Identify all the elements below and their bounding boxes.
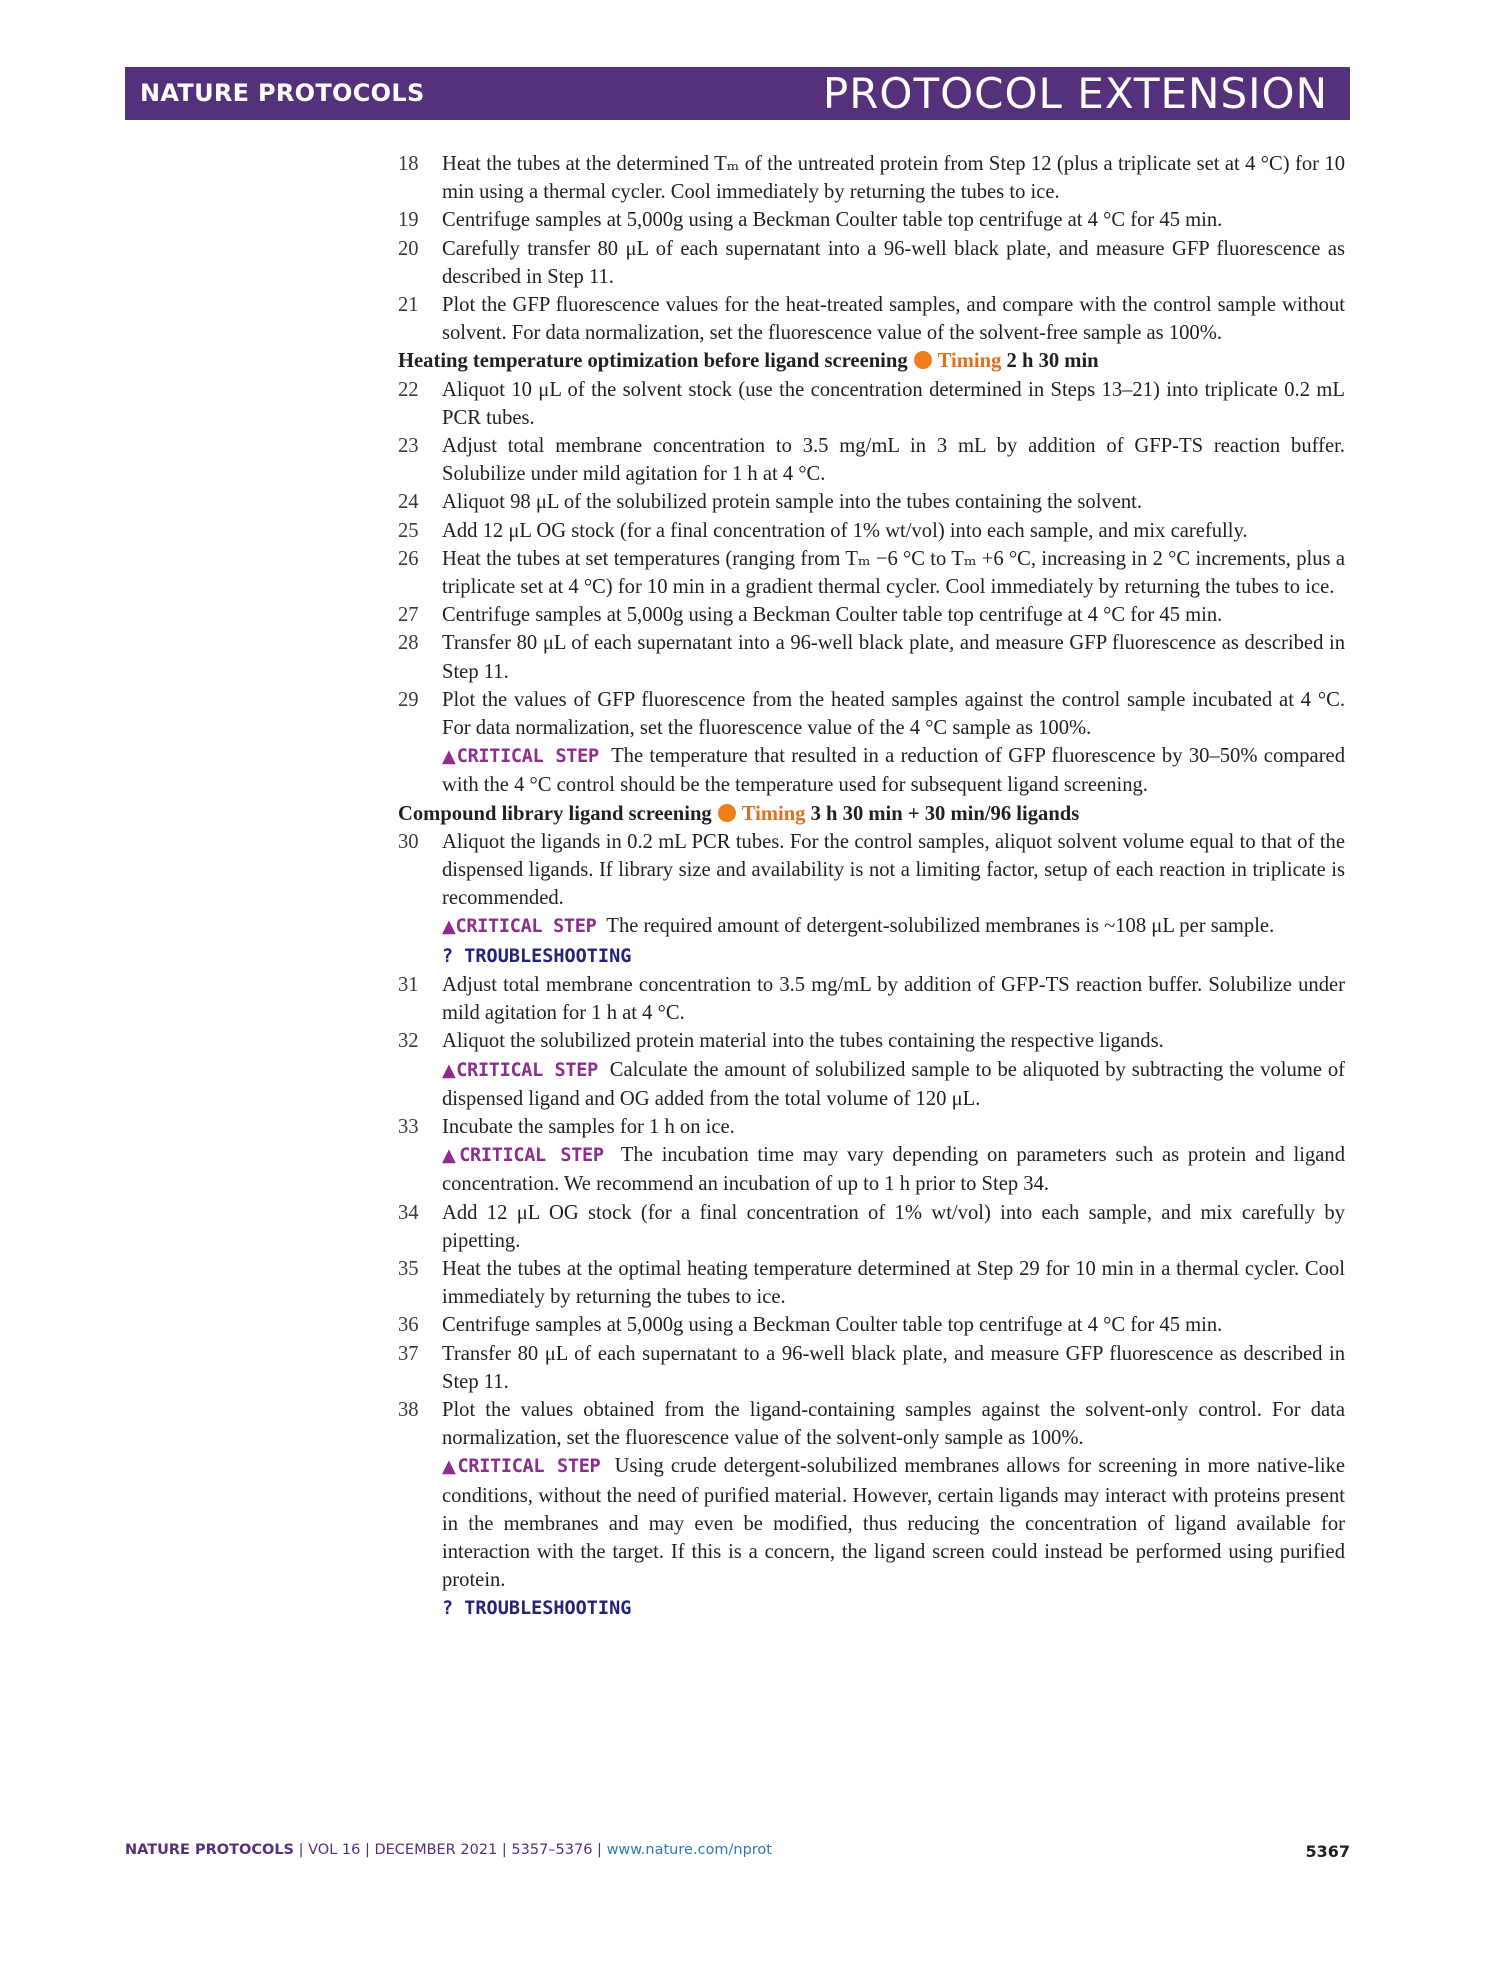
triangle-warning-icon: ▲: [442, 746, 457, 768]
step-19: 19 Centrifuge samples at 5,000g using a Beckman Coulter table top centrifuge at 4 °C for 45 min.: [398, 209, 1223, 232]
critical-step-label: ▲CRITICAL STEP: [442, 746, 599, 768]
step-text: Heat the tubes at the determined Tₘ of the untreated protein from Step 12 (plus a triplicate set at 4 °C) for 10 min using a thermal cycler. Cool immediately by returning the tubes to ice.: [442, 153, 1345, 204]
steps-group-b: [398, 376, 1345, 800]
timing-label: Timing: [937, 350, 1002, 373]
step-text: Aliquot 10 μL of the solvent stock (use the concentration determined in Steps 13–21) into triplicate 0.2 mL PCR tubes.: [442, 378, 1345, 429]
step-text: Plot the values obtained from the ligand-containing samples against the solvent-only control. For data normalization, set the fluorescence value of the solvent-only sample as 100%.: [442, 1398, 1345, 1450]
section-title: Compound library ligand screening: [398, 802, 712, 825]
critical-step-note: [442, 912, 1345, 941]
triangle-warning-icon: ▲: [442, 1456, 458, 1478]
step-32: 32 Aliquot the solubilized protein material into the tubes containing the respective ligands. ▲CRITICAL STEP Calculate the amount of solubilized sample to be aliquoted by subtracting the volume of dispensed ligand and OG added from the total volume of 120 μL.: [398, 1027, 1345, 1113]
step-text: Plot the values of GFP fluorescence from the heated samples against the control sample incubated at 4 °C. For data normalization, set the fluorescence value of the 4 °C sample as 100%.: [442, 688, 1345, 740]
critical-step-text: The temperature that resulted in a reduction of GFP fluorescence by 30–50% compared with the 4 °C control should be the temperature used for subsequent ligand screening.: [442, 745, 1345, 797]
step-33: 33 Incubate the samples for 1 h on ice. ▲CRITICAL STEP The incubation time may vary depending on parameters such as protein and ligand concentration. We recommend an incubation of up to 1 h prior to Step 34.: [398, 1113, 1345, 1199]
step-35: 35 Heat the tubes at the optimal heating temperature determined at Step 29 for 10 min in a thermal cycler. Cool immediately by returning the tubes to ice.: [398, 1257, 1345, 1309]
step-26: 26 Heat the tubes at set temperatures (ranging from Tₘ −6 °C to Tₘ +6 °C, increasing in 2 °C increments, plus a triplicate set at 4 °C) for 10 min in a gradient thermal cycler. Cool immediately by returning the tubes to ice.: [398, 547, 1345, 599]
step-text: Adjust total membrane concentration to 3.5 mg/mL by addition of GFP-TS reaction buffer. Solubilize under mild agitation for 1 h at 4 °C.: [442, 973, 1345, 1025]
step-text: Incubate the samples for 1 h on ice.: [442, 1115, 735, 1138]
critical-step-note: [442, 1452, 1345, 1594]
main-content: [398, 150, 1345, 1624]
step-21: 21 Plot the GFP fluorescence values for the heat-treated samples, and compare with the control sample without solvent. For data normalization, set the fluorescence value of the solvent-free sample as 100%.: [398, 294, 1345, 345]
critical-step-note: [442, 1056, 1345, 1113]
step-36: 36 Centrifuge samples at 5,000g using a Beckman Coulter table top centrifuge at 4 °C for 45 min.: [398, 1314, 1223, 1337]
journal-name: NATURE PROTOCOLS: [140, 79, 425, 107]
step-text: Centrifuge samples at 5,000g using a Beckman Coulter table top centrifuge at 4 °C for 45 min.: [442, 1314, 1223, 1337]
footer-pages: 5357–5376: [511, 1842, 593, 1858]
step-18: 18 Heat the tubes at the determined Tₘ of the untreated protein from Step 12 (plus a triplicate set at 4 °C) for 10 min using a thermal cycler. Cool immediately by returning the tubes to ice.: [398, 153, 1345, 204]
step-31: 31 Adjust total membrane concentration to 3.5 mg/mL by addition of GFP-TS reaction buffer. Solubilize under mild agitation for 1 h at 4 °C.: [398, 973, 1345, 1025]
article-type: PROTOCOL EXTENSION: [822, 69, 1328, 118]
critical-step-text: The incubation time may vary depending on parameters such as protein and ligand concentration. We recommend an incubation of up to 1 h prior to Step 34.: [442, 1144, 1345, 1196]
step-text: Carefully transfer 80 μL of each supernatant into a 96-well black plate, and measure GFP fluorescence as described in Step 11.: [442, 237, 1345, 288]
footer-citation: NATURE PROTOCOLS | VOL 16 | DECEMBER 2021 | 5357–5376 | www.nature.com/nprot: [125, 1842, 772, 1858]
critical-step-note: [442, 742, 1345, 799]
critical-step-text: Using crude detergent-solubilized membranes allows for screening in more native-like conditions, without the need of purified material. However, certain ligands may interact with proteins present in the membranes and may even be modified, thus reducing the concentration of ligand available for interaction with the target. If this is a concern, the ligand screen could instead be performed using purified protein.: [442, 1455, 1345, 1592]
page-footer: [125, 1842, 1350, 1862]
step-text: Heat the tubes at set temperatures (ranging from Tₘ −6 °C to Tₘ +6 °C, increasing in 2 °C increments, plus a triplicate set at 4 °C) for 10 min in a gradient thermal cycler. Cool immediately by returning the tubes to ice.: [442, 547, 1345, 599]
step-34: 34 Add 12 μL OG stock (for a final concentration of 1% wt/vol) into each sample, and mix carefully by pipetting.: [398, 1201, 1345, 1252]
step-text: Add 12 μL OG stock (for a final concentration of 1% wt/vol) into each sample, and mix carefully.: [442, 519, 1248, 542]
step-text: Centrifuge samples at 5,000g using a Beckman Coulter table top centrifuge at 4 °C for 45 min.: [442, 604, 1223, 627]
step-23: 23 Adjust total membrane concentration to 3.5 mg/mL in 3 mL by addition of GFP-TS reaction buffer. Solubilize under mild agitation for 1 h at 4 °C.: [398, 435, 1345, 486]
step-37: 37 Transfer 80 μL of each supernatant to a 96-well black plate, and measure GFP fluorescence as described in Step 11.: [398, 1342, 1345, 1393]
step-text: Aliquot 98 μL of the solubilized protein sample into the tubes containing the solvent.: [442, 491, 1143, 514]
steps-group-c: [398, 828, 1345, 1624]
critical-step-label: ▲CRITICAL STEP: [442, 1059, 598, 1081]
critical-step-note: [442, 1141, 1345, 1198]
critical-step-label: ▲CRITICAL STEP: [442, 916, 597, 938]
footer-volume: VOL 16: [308, 1842, 361, 1858]
step-text: Plot the GFP fluorescence values for the heat-treated samples, and compare with the control sample without solvent. For data normalization, set the fluorescence value of the solvent-free sample as 100%.: [442, 294, 1345, 345]
footer-date: DECEMBER 2021: [374, 1842, 498, 1858]
step-22: 22 Aliquot 10 μL of the solvent stock (use the concentration determined in Steps 13–21) into triplicate 0.2 mL PCR tubes.: [398, 378, 1345, 429]
triangle-warning-icon: ▲: [442, 1145, 460, 1167]
troubleshooting-note: [442, 1594, 1345, 1623]
step-38: 38 Plot the values obtained from the ligand-containing samples against the solvent-only control. For data normalization, set the fluorescence value of the solvent-only sample as 100%. ▲CRITICAL STEP Using crude detergent-solubilized membranes allows for screening in more native-like conditions, without the need of purified material. However, certain ligands may interact with proteins present in the membranes and may even be modified, thus reducing the concentration of ligand available for interaction with the target. If this is a concern, the ligand screen could instead be performed using purified protein. ? TROUBLESHOOTING: [398, 1396, 1345, 1624]
critical-step-text: The required amount of detergent-solubilized membranes is ~108 μL per sample.: [606, 915, 1275, 938]
step-25: 25 Add 12 μL OG stock (for a final concentration of 1% wt/vol) into each sample, and mix carefully.: [398, 519, 1248, 542]
step-text: Adjust total membrane concentration to 3.5 mg/mL in 3 mL by addition of GFP-TS reaction buffer. Solubilize under mild agitation for 1 h at 4 °C.: [442, 435, 1345, 486]
triangle-warning-icon: ▲: [442, 916, 456, 938]
timing-label: Timing: [741, 802, 806, 825]
troubleshooting-label: ? TROUBLESHOOTING: [442, 1598, 632, 1620]
step-24: 24 Aliquot 98 μL of the solubilized protein sample into the tubes containing the solvent.: [398, 491, 1143, 514]
footer-journal: NATURE PROTOCOLS: [125, 1842, 295, 1858]
footer-url-link[interactable]: www.nature.com/nprot: [606, 1842, 772, 1858]
timing-dot-icon: [914, 351, 932, 369]
page-number: 5367: [1305, 1842, 1350, 1861]
critical-step-label: ▲CRITICAL STEP: [442, 1145, 604, 1167]
step-20: 20 Carefully transfer 80 μL of each supernatant into a 96-well black plate, and measure GFP fluorescence as described in Step 11.: [398, 237, 1345, 288]
step-28: 28 Transfer 80 μL of each supernatant into a 96-well black plate, and measure GFP fluorescence as described in Step 11.: [398, 632, 1345, 683]
timing-value: 2 h 30 min: [1006, 350, 1099, 373]
step-text: Aliquot the ligands in 0.2 mL PCR tubes. For the control samples, aliquot solvent volume equal to that of the dispensed ligands. If library size and availability is not a limiting factor, setup of each reaction in triplicate is recommended.: [442, 830, 1345, 910]
step-text: Aliquot the solubilized protein material into the tubes containing the respective ligands.: [442, 1030, 1164, 1053]
step-30: 30 Aliquot the ligands in 0.2 mL PCR tubes. For the control samples, aliquot solvent volume equal to that of the dispensed ligands. If library size and availability is not a limiting factor, setup of each reaction in triplicate is recommended. ▲CRITICAL STEP The required amount of detergent-solubilized membranes is ~108 μL per sample. ? TROUBLESHOOTING: [398, 828, 1345, 971]
section-heading-temperature-optimization: [398, 347, 1345, 375]
critical-step-text: Calculate the amount of solubilized sample to be aliquoted by subtracting the volume of dispensed ligand and OG added from the total volume of 120 μL.: [442, 1058, 1346, 1110]
step-29: 29 Plot the values of GFP fluorescence from the heated samples against the control sample incubated at 4 °C. For data normalization, set the fluorescence value of the 4 °C sample as 100%. ▲CRITICAL STEP The temperature that resulted in a reduction of GFP fluorescence by 30–50% compared with the 4 °C control should be the temperature used for subsequent ligand screening.: [398, 686, 1345, 800]
step-text: Heat the tubes at the optimal heating temperature determined at Step 29 for 10 min in a thermal cycler. Cool immediately by returning the tubes to ice.: [442, 1257, 1345, 1309]
triangle-warning-icon: ▲: [442, 1059, 457, 1081]
steps-group-a: [398, 150, 1345, 347]
troubleshooting-note: [442, 942, 1345, 971]
step-text: Add 12 μL OG stock (for a final concentration of 1% wt/vol) into each sample, and mix carefully by pipetting.: [442, 1201, 1345, 1252]
critical-step-label: ▲CRITICAL STEP: [442, 1456, 601, 1478]
step-text: Transfer 80 μL of each supernatant into a 96-well black plate, and measure GFP fluorescence as described in Step 11.: [442, 632, 1345, 683]
troubleshooting-label: ? TROUBLESHOOTING: [442, 945, 632, 967]
timing-dot-icon: [718, 804, 736, 822]
section-title: Heating temperature optimization before ligand screening: [398, 350, 908, 373]
step-text: Centrifuge samples at 5,000g using a Beckman Coulter table top centrifuge at 4 °C for 45 min.: [442, 209, 1223, 232]
timing-value: 3 h 30 min + 30 min/96 ligands: [810, 802, 1080, 825]
section-heading-ligand-screening: [398, 800, 1345, 828]
step-text: Transfer 80 μL of each supernatant to a 96-well black plate, and measure GFP fluorescence as described in Step 11.: [442, 1342, 1345, 1393]
page-header: [125, 67, 1350, 120]
step-27: 27 Centrifuge samples at 5,000g using a Beckman Coulter table top centrifuge at 4 °C for 45 min.: [398, 604, 1223, 627]
